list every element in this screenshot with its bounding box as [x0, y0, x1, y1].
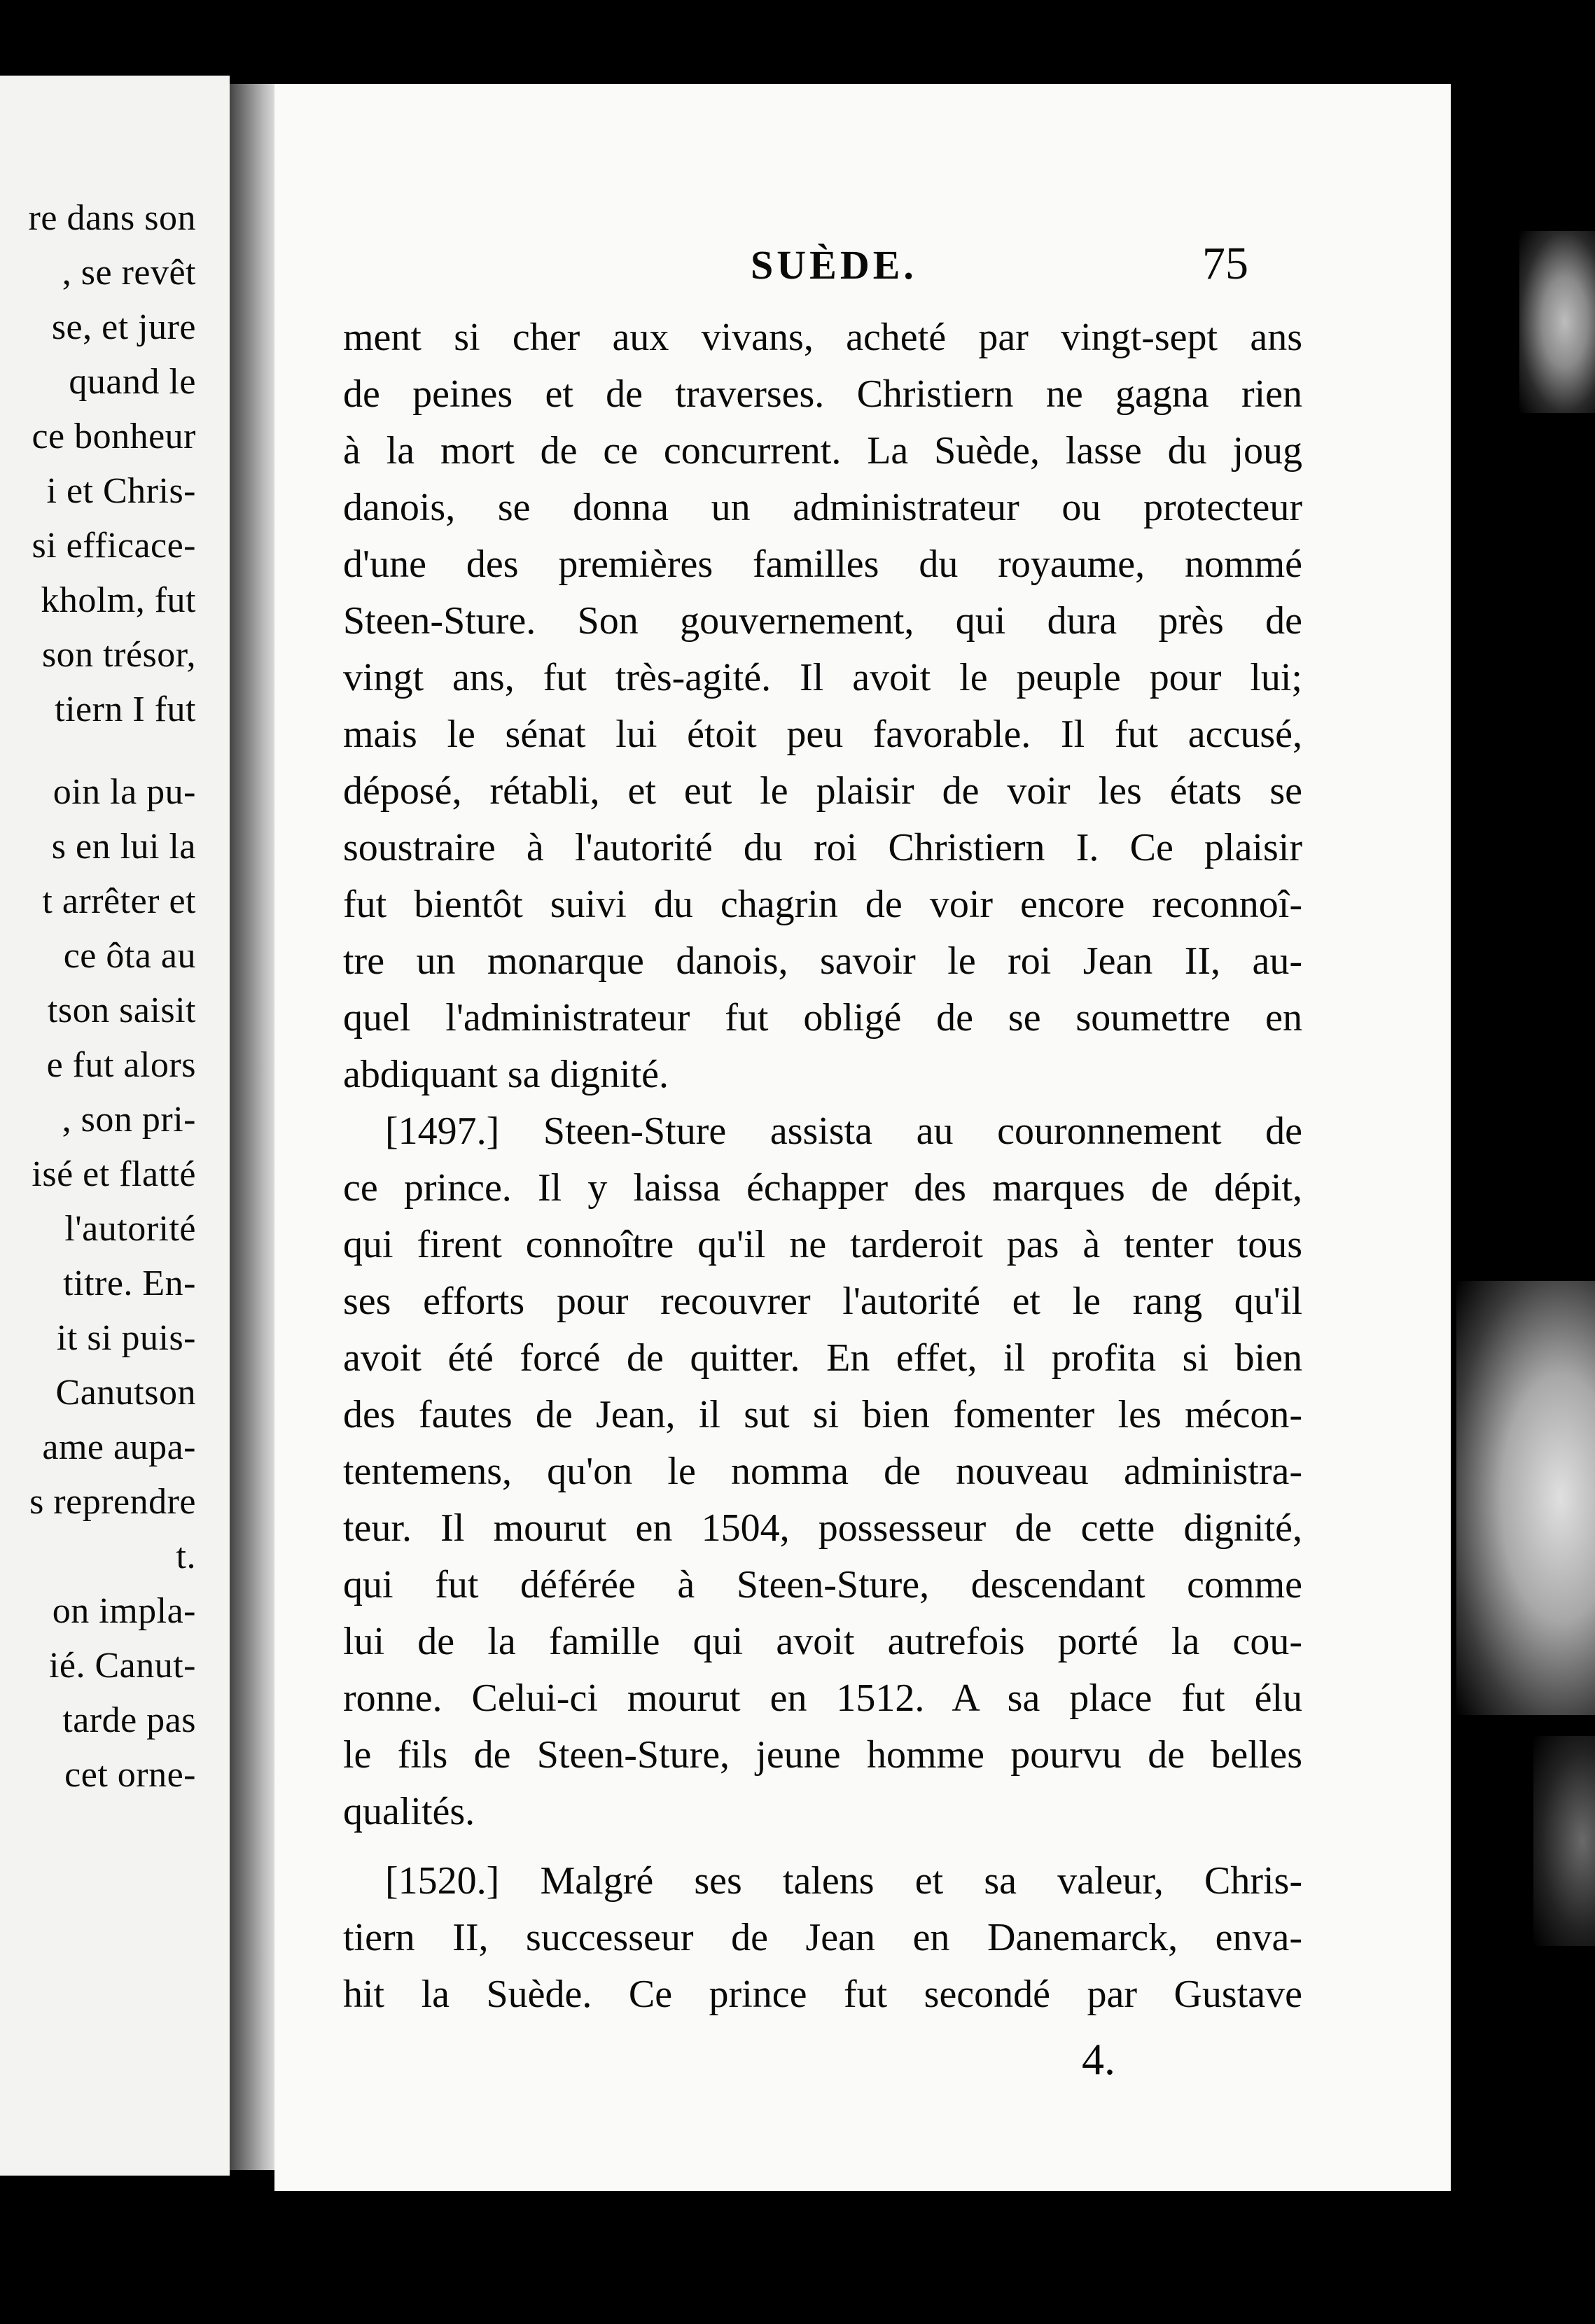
facing-page-line: tson saisit	[47, 990, 196, 1030]
text-line: teur. Il mourut en 1504, possesseur de cette dignité,	[343, 1506, 1302, 1550]
facing-page-line: it si puis-	[56, 1318, 196, 1358]
facing-page-line: isé et flatté	[32, 1154, 196, 1194]
facing-page-line: e fut alors	[46, 1045, 196, 1085]
catchword: 4.	[1082, 2034, 1115, 2084]
text-line: qui firent connoître qu'il ne tarderoit pas à tenter tous	[343, 1223, 1302, 1266]
text-line: ment si cher aux vivans, acheté par vingt-sept ans	[343, 316, 1302, 359]
facing-page-line: , son pri-	[62, 1100, 196, 1140]
facing-page-line: re dans son	[28, 198, 196, 238]
text-line: abdiquant sa dignité.	[343, 1053, 669, 1096]
facing-page-line: l'autorité	[64, 1209, 196, 1249]
facing-page-line: ce ôta au	[63, 936, 196, 976]
facing-page-line: quand le	[69, 362, 196, 402]
text-line: le fils de Steen-Sture, jeune homme pourvu de belles	[343, 1733, 1302, 1777]
facing-page-line: i et Chris-	[46, 471, 196, 511]
facing-page-line: on impla-	[52, 1591, 196, 1631]
facing-page-line: s reprendre	[29, 1482, 196, 1522]
text-line: de peines et de traverses. Christiern ne gagna rien	[343, 372, 1302, 416]
text-line: ses efforts pour recouvrer l'autorité et le rang qu'il	[343, 1280, 1302, 1323]
facing-page-line: tiern I fut	[55, 690, 196, 729]
facing-page-line: ce bonheur	[32, 416, 196, 456]
text-line: tiern II, successeur de Jean en Danemarck, enva-	[343, 1916, 1302, 1959]
facing-page-line: t.	[176, 1536, 196, 1576]
text-line: ce prince. Il y laissa échapper des marques de dépit,	[343, 1166, 1302, 1210]
text-line: mais le sénat lui étoit peu favorable. Il fut accusé,	[343, 713, 1302, 756]
page-number: 75	[1202, 238, 1248, 289]
text-line: [1497.] Steen-Sture assista au couronnement de	[385, 1110, 1302, 1153]
facing-page-line: tarde pas	[62, 1700, 196, 1740]
text-line: à la mort de ce concurrent. La Suède, lasse du joug	[343, 429, 1302, 472]
text-line: ronne. Celui-ci mourut en 1512. A sa place fut élu	[343, 1676, 1302, 1720]
text-line: lui de la famille qui avoit autrefois porté la cou-	[343, 1620, 1302, 1663]
text-line: vingt ans, fut très-agité. Il avoit le peuple pour lui;	[343, 656, 1302, 699]
text-line: quel l'administrateur fut obligé de se soumettre en	[343, 996, 1302, 1040]
text-line: [1520.] Malgré ses talens et sa valeur, Chris-	[385, 1859, 1302, 1903]
facing-page-fragment	[0, 76, 230, 2176]
book-gutter	[230, 84, 279, 2170]
text-line: tentemens, qu'on le nomma de nouveau administra-	[343, 1450, 1302, 1493]
facing-page-line: si efficace-	[32, 526, 196, 566]
facing-page-line: ame aupa-	[42, 1427, 196, 1467]
facing-page-line: s en lui la	[51, 827, 196, 867]
scan-artifact	[1456, 1281, 1595, 1715]
page-header	[274, 238, 1325, 290]
text-line: fut bientôt suivi du chagrin de voir encore reconnoî-	[343, 883, 1302, 926]
facing-page-line: ié. Canut-	[48, 1646, 196, 1686]
facing-page-line: Canutson	[55, 1373, 196, 1413]
facing-page-line: , se revêt	[62, 253, 196, 293]
text-line: qualités.	[343, 1790, 475, 1833]
text-line: danois, se donna un administrateur ou protecteur	[343, 486, 1302, 529]
facing-page-line: kholm, fut	[41, 580, 196, 620]
running-head: SUÈDE.	[751, 242, 917, 288]
text-line: tre un monarque danois, savoir le roi Jean II, au-	[343, 939, 1302, 983]
scan-artifact	[1519, 231, 1595, 413]
text-line: déposé, rétabli, et eut le plaisir de voir les états se	[343, 769, 1302, 813]
text-line: avoit été forcé de quitter. En effet, il profita si bien	[343, 1336, 1302, 1380]
facing-page-line: cet orne-	[64, 1755, 196, 1795]
facing-page-line: son trésor,	[41, 635, 196, 675]
text-line: d'une des premières familles du royaume, nommé	[343, 542, 1302, 586]
text-line: Steen-Sture. Son gouvernement, qui dura près de	[343, 599, 1302, 643]
text-line: hit la Suède. Ce prince fut secondé par Gustave	[343, 1973, 1302, 2016]
facing-page-line: titre. En-	[63, 1264, 196, 1303]
facing-page-line: se, et jure	[51, 307, 196, 347]
facing-page-line: t arrêter et	[42, 881, 196, 921]
facing-page-line: oin la pu-	[53, 772, 196, 812]
text-line: des fautes de Jean, il sut si bien fomenter les mécon-	[343, 1393, 1302, 1436]
scan-artifact	[1533, 1736, 1595, 1946]
text-line: qui fut déférée à Steen-Sture, descendant comme	[343, 1563, 1302, 1606]
text-line: soustraire à l'autorité du roi Christiern I. Ce plaisir	[343, 826, 1302, 869]
